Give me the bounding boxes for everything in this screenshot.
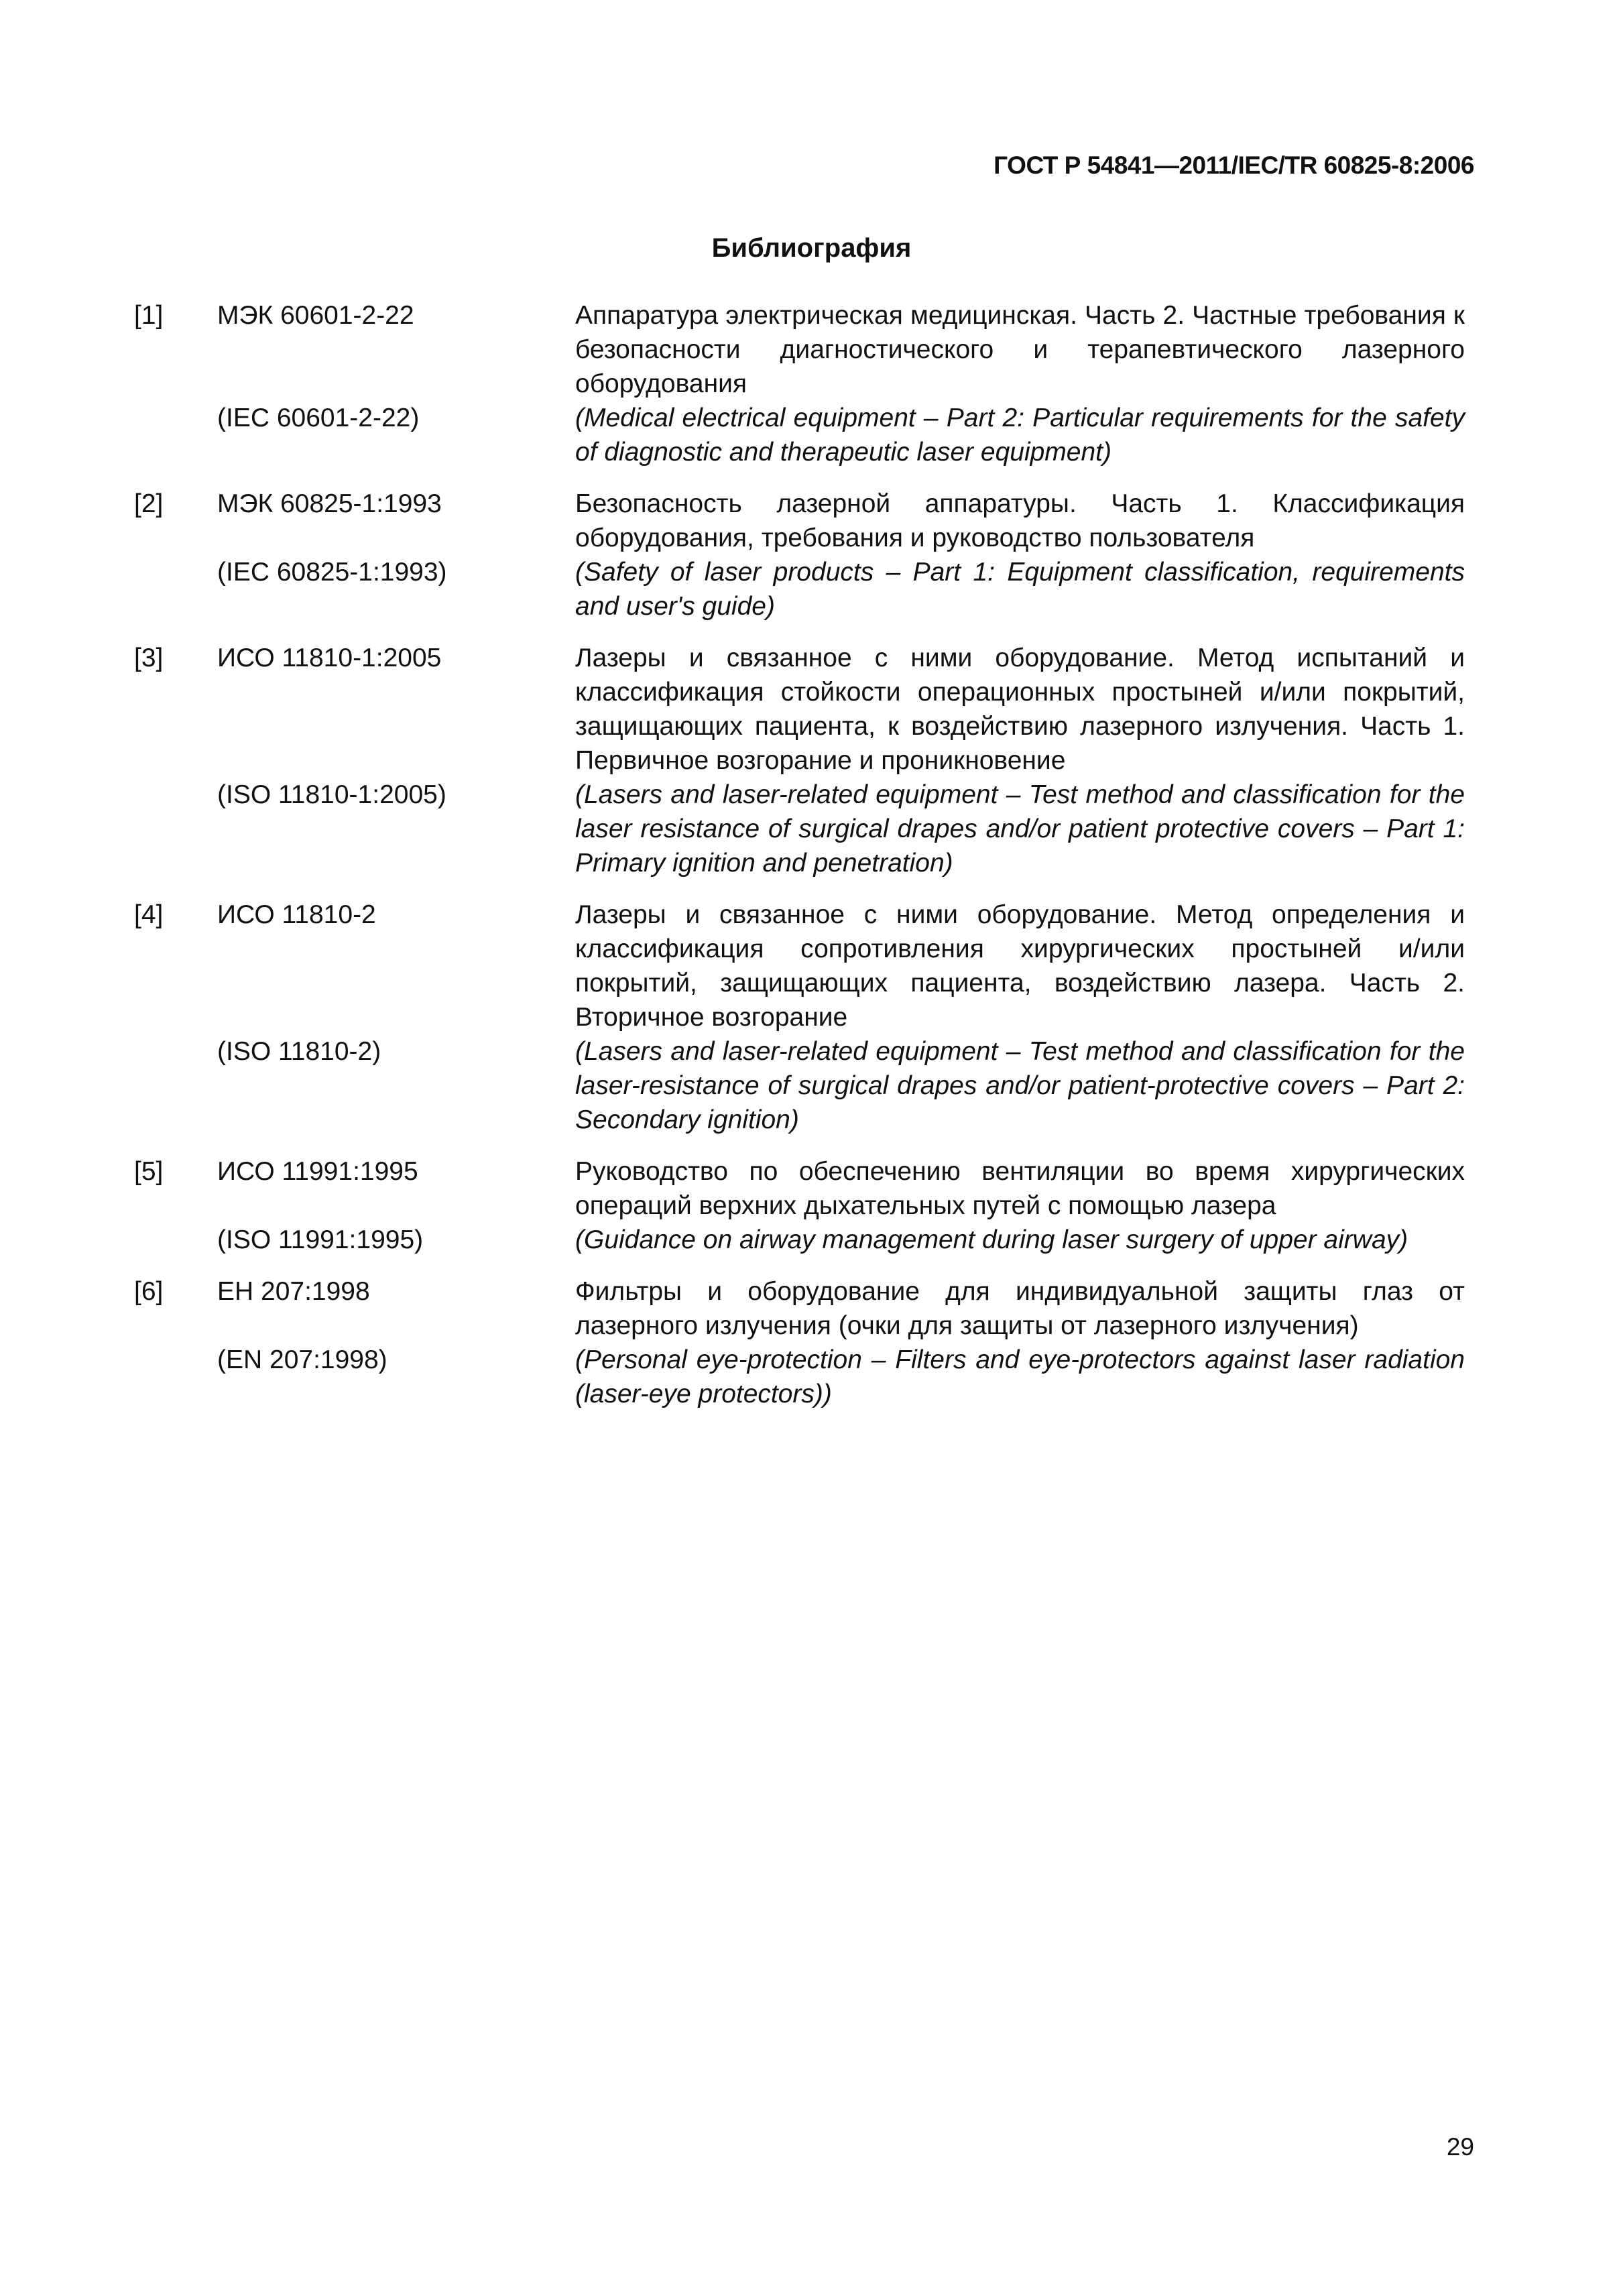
entry-number: [4] (134, 900, 164, 929)
entry-title-ru: Безопасность лазерной аппаратуры. Часть 1. Классификация оборудования, требования и руководство пользователя (575, 489, 1465, 552)
bibliography-entry (134, 898, 1465, 1137)
entry-number: [2] (134, 489, 164, 518)
bibliography-title: Библиография (711, 233, 912, 263)
entry-code-en: (ISO 11810-2) (217, 1037, 381, 1066)
entry-code-en: (EN 207:1998) (217, 1345, 387, 1374)
document-header: ГОСТ Р 54841—2011/IEC/TR 60825-8:2006 (994, 152, 1474, 179)
entry-ru-row (134, 298, 1465, 401)
entry-code-ru: ЕН 207:1998 (217, 1277, 370, 1306)
entry-number: [6] (134, 1277, 164, 1306)
entry-ru-row (134, 487, 1465, 555)
entry-number: [1] (134, 301, 164, 330)
bibliography-entry (134, 298, 1465, 469)
entry-title-en: (Guidance on airway management during laser surgery of upper airway) (575, 1225, 1408, 1254)
entry-en-row (134, 778, 1465, 880)
entry-title-en: (Safety of laser products – Part 1: Equipment classification, requirements and user's guide) (575, 558, 1465, 621)
entry-title-en: (Lasers and laser-related equipment – Test method and classification for the laser-resistance of surgical drapes and/or patient-protective covers – Part 2: Secondary ignition) (575, 1037, 1465, 1134)
entry-code-ru: ИСО 11991:1995 (217, 1157, 418, 1186)
entry-en-row (134, 1223, 1465, 1257)
entry-ru-row (134, 1274, 1465, 1343)
entry-ru-row (134, 898, 1465, 1034)
entry-code-ru: ИСО 11810-2 (217, 900, 376, 929)
entry-number: [5] (134, 1157, 164, 1186)
entry-number: [3] (134, 644, 164, 672)
entry-en-row (134, 555, 1465, 623)
entry-code-ru: МЭК 60825-1:1993 (217, 489, 442, 518)
entry-en-row (134, 401, 1465, 469)
bibliography-list (134, 298, 1465, 1429)
entry-ru-row (134, 1154, 1465, 1223)
entry-code-ru: ИСО 11810-1:2005 (217, 644, 442, 672)
entry-code-en: (ISO 11991:1995) (217, 1225, 424, 1254)
entry-code-en: (IEC 60601-2-22) (217, 404, 420, 432)
entry-title-en: (Medical electrical equipment – Part 2: Particular requirements for the safety of diagnostic and therapeutic laser equipment) (575, 404, 1465, 467)
entry-title-ru: Лазеры и связанное с ними оборудование. Метод определения и классификация сопротивления хирургических простыней и/или покрытий, защищающих пациента, воздействию лазера. Часть 2. Вторичное возгорание (575, 900, 1465, 1032)
bibliography-entry (134, 1274, 1465, 1411)
entry-title-en: (Lasers and laser-related equipment – Test method and classification for the laser resistance of surgical drapes and/or patient protective covers – Part 1: Primary ignition and penetration) (575, 780, 1465, 878)
entry-code-en: (ISO 11810-1:2005) (217, 780, 446, 809)
entry-title-en: (Personal eye-protection – Filters and eye-protectors against laser radiation (laser-eye protectors)) (575, 1345, 1465, 1408)
entry-en-row (134, 1343, 1465, 1411)
entry-code-ru: МЭК 60601-2-22 (217, 301, 414, 330)
bibliography-entry (134, 641, 1465, 880)
entry-en-row (134, 1034, 1465, 1137)
entry-title-ru: Фильтры и оборудование для индивидуальной защиты глаз от лазерного излучения (очки для защиты от лазерного излучения) (575, 1277, 1465, 1340)
entry-title-ru: Аппаратура электрическая медицинская. Часть 2. Частные требования к безопасности диагностического и терапевтического лазерного оборудования (575, 301, 1465, 398)
entry-code-en: (IEC 60825-1:1993) (217, 558, 447, 587)
bibliography-entry (134, 487, 1465, 623)
entry-title-ru: Лазеры и связанное с ними оборудование. Метод испытаний и классификация стойкости операционных простыней и/или покрытий, защищающих пациента, к воздействию лазерного излучения. Часть 1. Первичное возгорание и проникновение (575, 644, 1465, 775)
bibliography-entry (134, 1154, 1465, 1257)
page-number: 29 (1446, 2133, 1474, 2161)
entry-title-ru: Руководство по обеспечению вентиляции во время хирургических операций верхних дыхательных путей с помощью лазера (575, 1157, 1465, 1220)
entry-ru-row (134, 641, 1465, 778)
